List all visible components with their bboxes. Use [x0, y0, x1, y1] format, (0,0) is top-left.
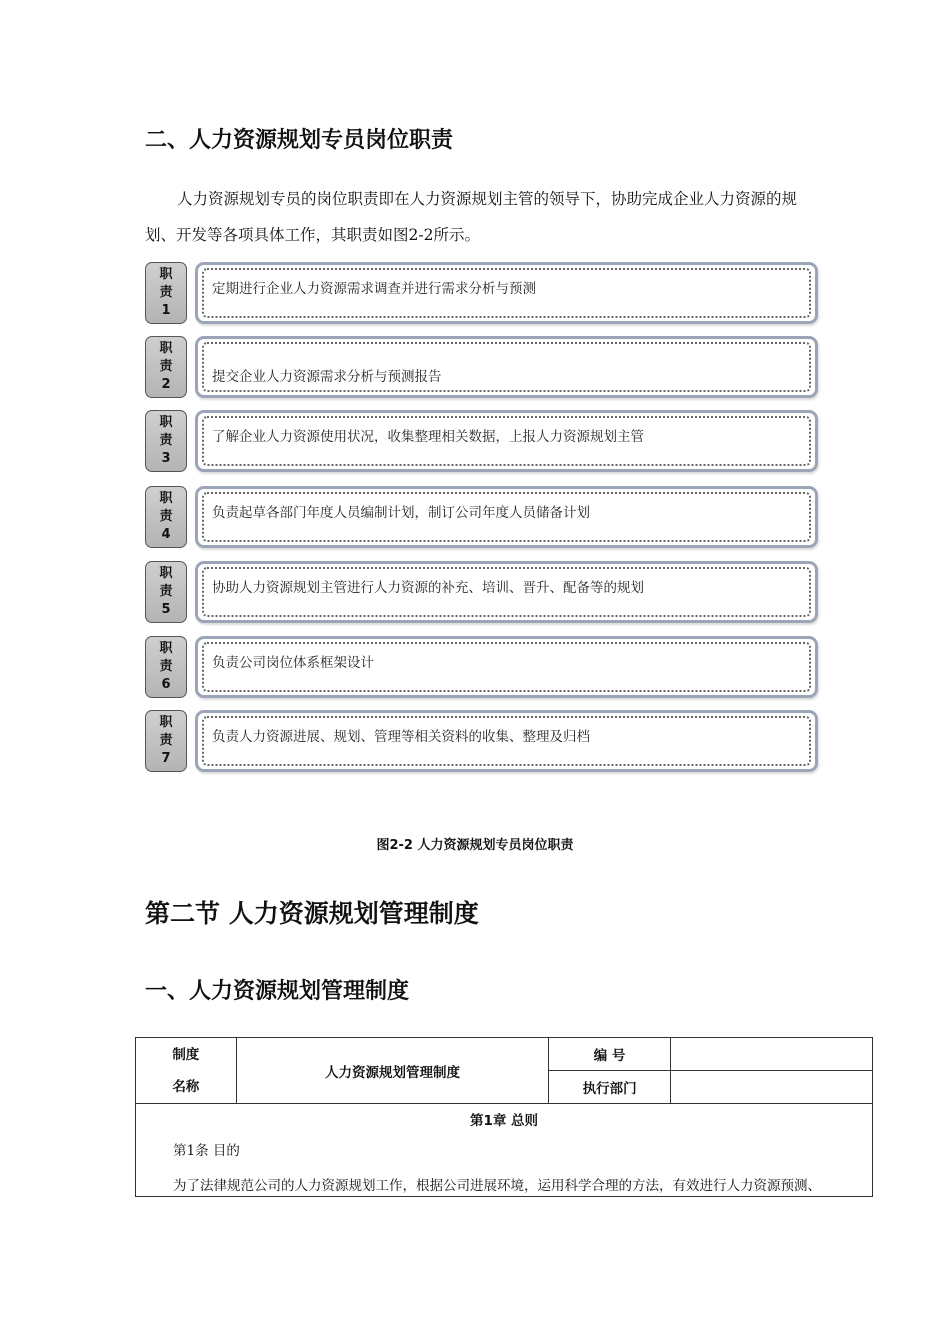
- duty-tag-char: 责: [159, 359, 173, 374]
- duty-tag: [145, 486, 187, 548]
- regulation-table: [135, 1037, 873, 1197]
- duty-tag-char: 责: [159, 659, 173, 674]
- duty-tag-char: 7: [161, 751, 171, 766]
- duty-tag-char: 2: [161, 377, 171, 392]
- duty-tag-char: 职: [159, 491, 173, 506]
- intro-paragraph: 人力资源规划专员的岗位职责即在人力资源规划主管的领导下，协助完成企业人力资源的规划、开发等各项具体工作，其职责如图2-2所示。: [145, 190, 798, 244]
- duty-tag: [145, 410, 187, 472]
- section-heading-management-system: 一、人力资源规划管理制度: [145, 979, 410, 1004]
- table-body-cell: [136, 1104, 873, 1197]
- chapter-heading: 第二节 人力资源规划管理制度: [145, 899, 479, 928]
- duty-text: 定期进行企业人力资源需求调查并进行需求分析与预测: [212, 281, 536, 297]
- duty-text: 负责起草各部门年度人员编制计划，制订公司年度人员储备计划: [212, 505, 590, 521]
- dept-label: 执行部门: [549, 1071, 671, 1104]
- duty-tag-char: 5: [161, 602, 171, 617]
- figure-caption: 图2-2 人力资源规划专员岗位职责: [376, 838, 574, 853]
- duty-box: [195, 336, 818, 398]
- duty-tag-char: 职: [159, 267, 173, 282]
- duty-tag-char: 职: [159, 715, 173, 730]
- duty-tag-char: 职: [159, 415, 173, 430]
- duty-text: 提交企业人力资源需求分析与预测报告: [212, 369, 442, 385]
- section-heading-specialist-duties: 二、人力资源规划专员岗位职责: [145, 128, 454, 153]
- duty-box: [195, 561, 818, 623]
- duty-text: 负责人力资源进展、规划、管理等相关资料的收集、整理及归档: [212, 729, 590, 745]
- duty-text: 了解企业人力资源使用状况，收集整理相关数据，上报人力资源规划主管: [212, 429, 644, 445]
- duty-box: [195, 486, 818, 548]
- system-name-value: 人力资源规划管理制度: [236, 1038, 549, 1104]
- duty-tag-char: 责: [159, 285, 173, 300]
- duty-tag-char: 职: [159, 641, 173, 656]
- number-label: 编 号: [549, 1038, 671, 1071]
- duty-tag-char: 责: [159, 509, 173, 524]
- duty-tag-char: 责: [159, 584, 173, 599]
- duty-tag: [145, 262, 187, 324]
- duty-tag-char: 责: [159, 733, 173, 748]
- article-text: 为了法律规范公司的人力资源规划工作，根据公司进展环境，运用科学合理的方法，有效进行人力资源预测、: [173, 1178, 821, 1194]
- duty-tag: [145, 636, 187, 698]
- duty-tag-char: 4: [161, 527, 171, 542]
- duty-box: [195, 410, 818, 472]
- chapter-title: 第1章 总则: [469, 1113, 539, 1129]
- duty-box: [195, 710, 818, 772]
- duty-tag-char: 职: [159, 341, 173, 356]
- dept-value-cell: [670, 1071, 872, 1104]
- duty-tag-char: 1: [161, 303, 171, 318]
- duty-tag-char: 6: [161, 677, 171, 692]
- duty-tag: [145, 336, 187, 398]
- duty-box: [195, 636, 818, 698]
- duty-tag-char: 3: [161, 451, 171, 466]
- duty-box: [195, 262, 818, 324]
- duty-tag-char: 责: [159, 433, 173, 448]
- system-name-label: 制度 名称: [136, 1038, 237, 1104]
- duty-tag-char: 职: [159, 566, 173, 581]
- duty-text: 负责公司岗位体系框架设计: [212, 655, 374, 671]
- duty-tag: [145, 561, 187, 623]
- duty-text: 协助人力资源规划主管进行人力资源的补充、培训、晋升、配备等的规划: [212, 580, 644, 596]
- article-title: 第1条 目的: [173, 1143, 240, 1159]
- duty-tag: [145, 710, 187, 772]
- number-value-cell: [670, 1038, 872, 1071]
